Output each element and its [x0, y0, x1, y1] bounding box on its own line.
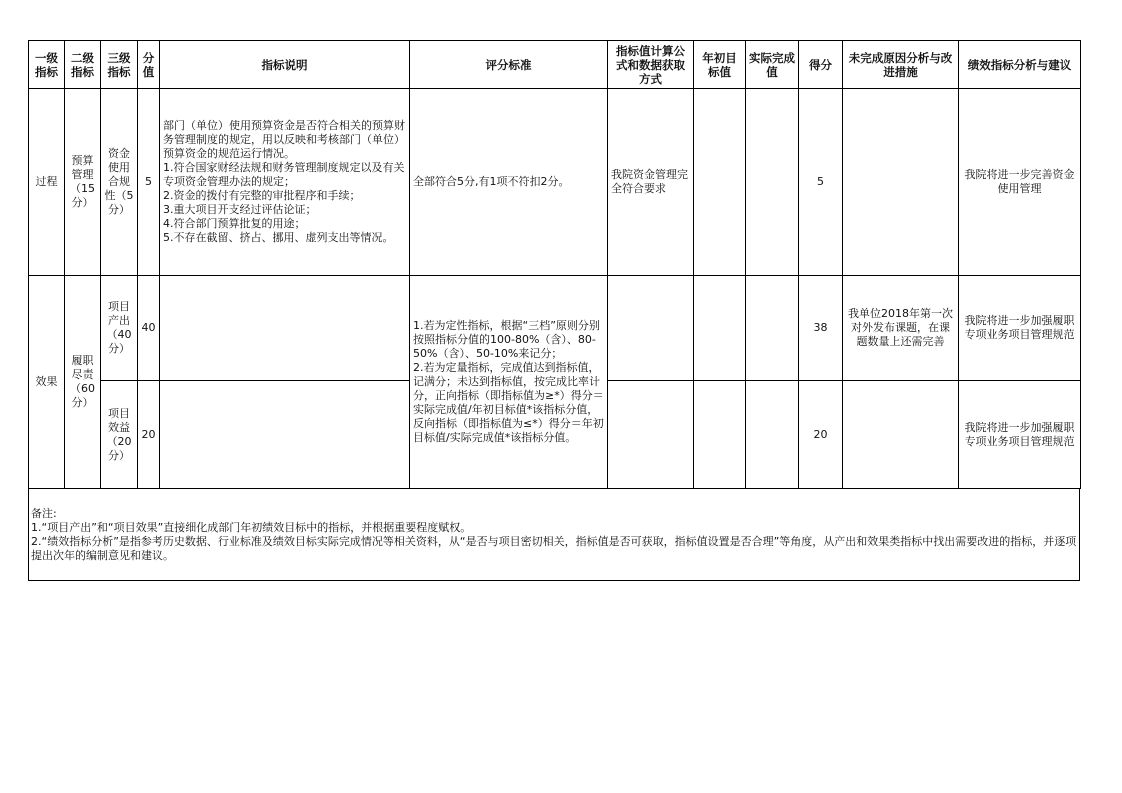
cell-got-score: 20 [799, 381, 843, 489]
remarks-line-1: 1.“项目产出”和“项目效果”直接细化成部门年初绩效目标中的指标，并根据重要程度赋权。 [31, 521, 472, 534]
header-target: 年初目标值 [694, 41, 746, 89]
cell-score: 20 [138, 381, 160, 489]
cell-level2: 预算管理（15分） [65, 89, 101, 276]
remarks-line-2: 2.“绩效指标分析”是指参考历史数据、行业标准及绩效目标实际完成情况等相关资料，从“是否与项目密切相关，指标值是否可获取，指标值设置是否合理”等角度，从产出和效果类指标中找出需要改进的指标，并逐项提出次年的编制意见和建议。 [31, 535, 1077, 562]
header-level3: 三级指标 [101, 41, 138, 89]
cell-advice: 我院将进一步加强履职专项业务项目管理规范 [959, 381, 1081, 489]
header-level2: 二级指标 [65, 41, 101, 89]
cell-actual [746, 276, 799, 381]
cell-advice: 我院将进一步加强履职专项业务项目管理规范 [959, 276, 1081, 381]
cell-score: 5 [138, 89, 160, 276]
cell-level3: 资金使用合规性（5分） [101, 89, 138, 276]
cell-reason [843, 89, 959, 276]
cell-level3: 项目效益（20分） [101, 381, 138, 489]
cell-got-score: 38 [799, 276, 843, 381]
cell-reason [843, 381, 959, 489]
cell-criteria: 1.若为定性指标，根据“三档”原则分别按照指标分值的100-80%（含）、80-50%（含）、50-10%来记分； 2.若为定量指标，完成值达到指标值，记满分；未达到指标值，按完成比率计分，正向指标（即指标值为≥*）得分＝实际完成值/年初目标值*该指标分值，反向指标（即指标值为≤*）得分＝年初目标值/实际完成值*该指标分值。 [410, 276, 608, 489]
cell-actual [746, 381, 799, 489]
header-reason: 未完成原因分析与改进措施 [843, 41, 959, 89]
cell-level2: 履职尽责（60分） [65, 276, 101, 489]
header-criteria: 评分标准 [410, 41, 608, 89]
table-row-process [29, 89, 1081, 276]
cell-level3: 项目产出（40分） [101, 276, 138, 381]
header-got-score: 得分 [799, 41, 843, 89]
cell-target [694, 381, 746, 489]
cell-description [160, 381, 410, 489]
cell-target [694, 276, 746, 381]
cell-description: 部门（单位）使用预算资金是否符合相关的预算财务管理制度的规定，用以反映和考核部门（单位）预算资金的规范运行情况。 1.符合国家财经法规和财务管理制度规定以及有关专项资金管理办法的规定； 2.资金的拨付有完整的审批程序和手续； 3.重大项目开支经过评估论证； 4.符合部门预算批复的用途； 5.不存在截留、挤占、挪用、虚列支出等情况。 [160, 89, 410, 276]
cell-got-score: 5 [799, 89, 843, 276]
cell-reason: 我单位2018年第一次对外发布课题，在课题数量上还需完善 [843, 276, 959, 381]
cell-criteria: 全部符合5分,有1项不符扣2分。 [410, 89, 608, 276]
cell-level1: 过程 [29, 89, 65, 276]
cell-level1: 效果 [29, 276, 65, 489]
cell-description [160, 276, 410, 381]
performance-table [28, 40, 1081, 489]
cell-advice: 我院将进一步完善资金使用管理 [959, 89, 1081, 276]
cell-formula [608, 381, 694, 489]
header-level1: 一级指标 [29, 41, 65, 89]
table-row-output [29, 276, 1081, 381]
remarks-title: 备注: [31, 507, 57, 520]
header-actual: 实际完成值 [746, 41, 799, 89]
performance-evaluation-sheet [28, 40, 1080, 581]
cell-actual [746, 89, 799, 276]
cell-formula [608, 276, 694, 381]
header-formula: 指标值计算公式和数据获取方式 [608, 41, 694, 89]
cell-target [694, 89, 746, 276]
header-score: 分值 [138, 41, 160, 89]
header-description: 指标说明 [160, 41, 410, 89]
remarks-section [28, 489, 1080, 581]
header-advice: 绩效指标分析与建议 [959, 41, 1081, 89]
cell-score: 40 [138, 276, 160, 381]
cell-formula: 我院资金管理完全符合要求 [608, 89, 694, 276]
header-row [29, 41, 1081, 89]
